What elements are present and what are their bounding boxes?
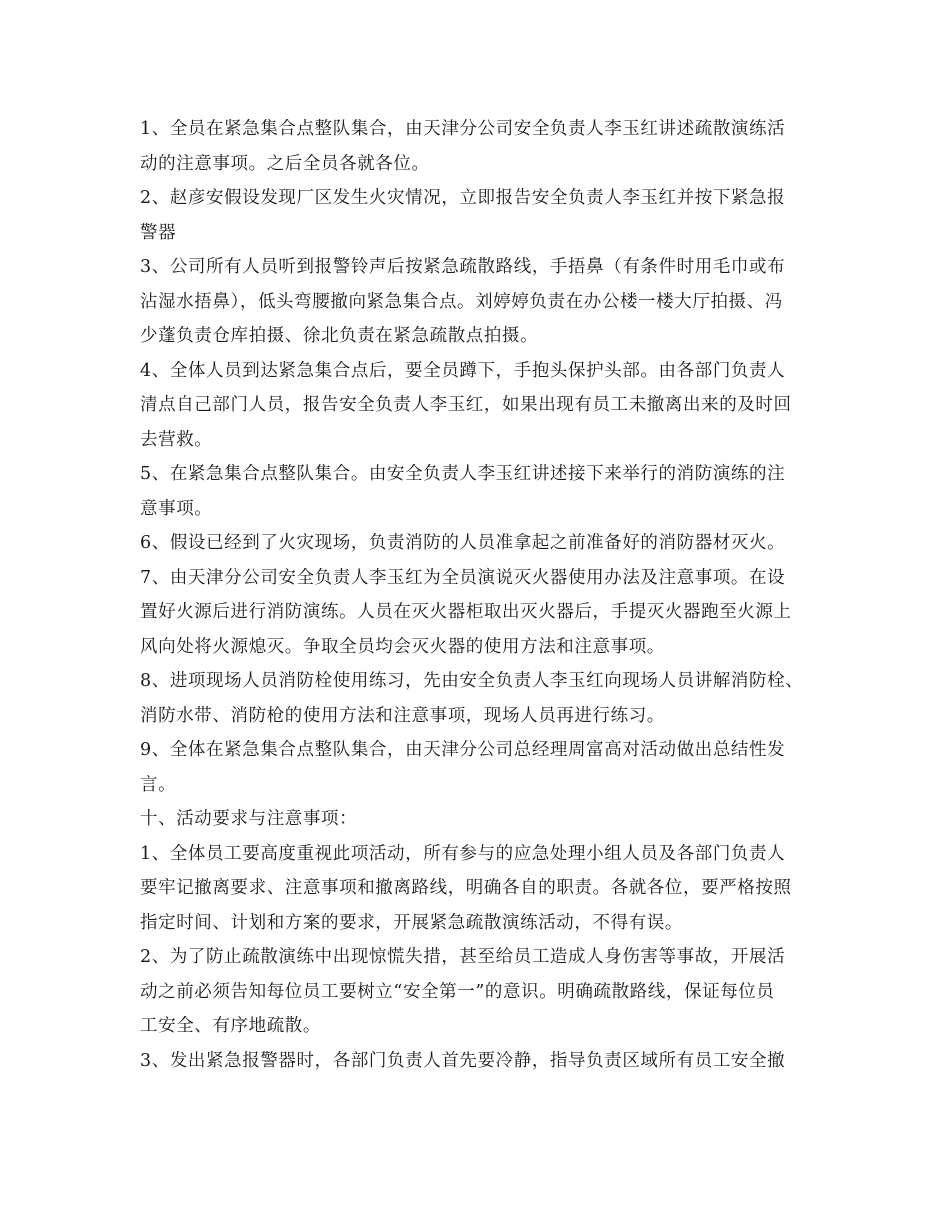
text-line: 3、公司所有人员听到报警铃声后按紧急疏散路线，手捂鼻（有条件时用毛巾或布	[140, 257, 786, 277]
text-line: 置好火源后进行消防演练。人员在灭火器柜取出灭火器后，手提灭火器跑至火源上	[140, 602, 792, 622]
text-line: 警器	[140, 222, 177, 243]
text-line: 6、假设已经到了火灾现场，负责消防的人员准拿起之前准备好的消防器材灭火。	[140, 533, 786, 553]
text-line: 2、为了防止疏散演练中出现惊慌失措，甚至给员工造成人身伤害等事故，开展活	[140, 947, 786, 967]
text-line: 9、全体在紧急集合点整队集合，由天津分公司总经理周富高对活动做出总结性发	[140, 740, 786, 760]
text-line: 沾湿水捂鼻），低头弯腰撤向紧急集合点。刘婷婷负责在办公楼一楼大厅拍摄、冯	[140, 291, 783, 312]
document-body	[140, 112, 820, 1078]
text-line: 言。	[140, 774, 177, 795]
text-line: 4、全体人员到达紧急集合点后，要全员蹲下，手抱头保护头部。由各部门负责人	[140, 360, 786, 381]
text-line: 要牢记撤离要求、注意事项和撤离路线，明确各自的职责。各就各位，要严格按照	[140, 878, 792, 898]
text-line: 2、赵彦安假设发现厂区发生火灾情况，立即报告安全负责人李玉红并按下紧急报	[140, 188, 786, 208]
text-line: 动的注意事项。之后全员各就各位。	[140, 153, 430, 174]
text-line: 动之前必须告知每位员工要树立“安全第一”的意识。明确疏散路线，保证每位员	[140, 981, 775, 1002]
text-line: 指定时间、计划和方案的要求，开展紧急疏散演练活动，不得有误。	[140, 912, 683, 933]
text-line: 工安全、有序地疏散。	[140, 1016, 321, 1036]
text-line: 清点自己部门人员，报告安全负责人李玉红，如果出现有员工未撤离出来的及时回	[140, 395, 792, 415]
text-line: 意事项。	[140, 498, 213, 519]
text-line: 1、全体员工要高度重视此项活动，所有参与的应急处理小组人员及各部门负责人	[140, 843, 786, 864]
text-line: 7、由天津分公司安全负责人李玉红为全员演说灭火器使用办法及注意事项。在设	[140, 567, 786, 588]
section-heading: 十、活动要求与注意事项：	[140, 809, 358, 829]
text-line: 8、进项现场人员消防栓使用练习，先由安全负责人李玉红向现场人员讲解消防栓、	[140, 671, 804, 691]
text-line: 3、发出紧急报警器时，各部门负责人首先要冷静，指导负责区域所有员工安全撤	[140, 1050, 786, 1071]
text-line: 风向处将火源熄灭。争取全员均会灭火器的使用方法和注意事项。	[140, 636, 665, 657]
text-line: 消防水带、消防枪的使用方法和注意事项，现场人员再进行练习。	[140, 705, 665, 726]
text-line: 少蓬负责仓库拍摄、徐北负责在紧急疏散点拍摄。	[140, 326, 539, 346]
text-line: 5、在紧急集合点整队集合。由安全负责人李玉红讲述接下来举行的消防演练的注	[140, 464, 786, 484]
text-line: 1、全员在紧急集合点整队集合，由天津分公司安全负责人李玉红讲述疏散演练活	[140, 119, 786, 139]
text-line: 去营救。	[140, 429, 213, 450]
